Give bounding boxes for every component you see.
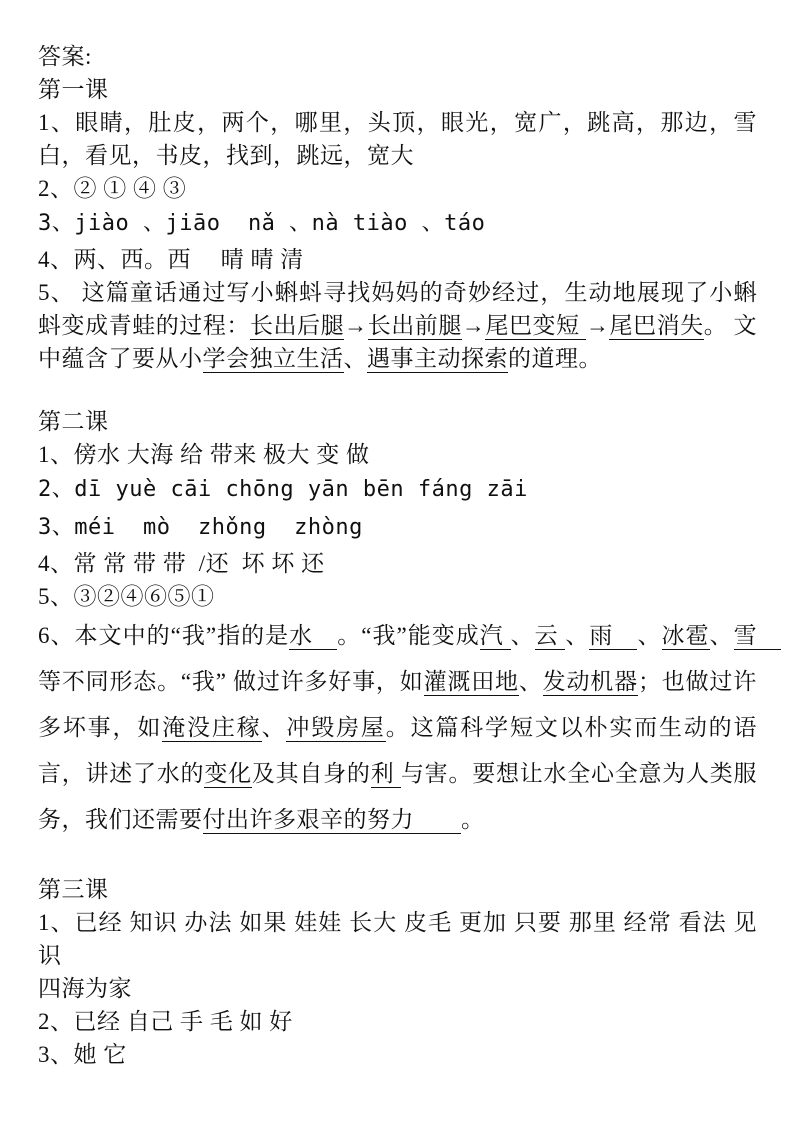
lesson-1-item-3: [38, 205, 757, 243]
lesson-2-item-3: [38, 509, 757, 547]
text-run: 。: [461, 807, 485, 832]
lesson-3-heading: [38, 873, 757, 906]
lesson-2-item-2: [38, 471, 757, 509]
text-run: 、: [261, 715, 287, 740]
underlined-text-run: 尾巴变短: [485, 313, 586, 338]
underlined-text-run: 尾巴消失: [609, 313, 704, 338]
text-run: 第三课: [38, 877, 109, 902]
text-run: 2、② ① ④ ③: [38, 176, 187, 201]
underlined-text-run: 长出后腿: [249, 313, 345, 338]
text-run: 1、已经 知识 办法 如果 娃娃 长大 皮毛 更加 只要 那里 经常 看法 见识: [38, 910, 757, 968]
underlined-text-run: 雪: [733, 623, 781, 648]
underlined-text-run: 利: [370, 761, 401, 786]
text-run: 、: [709, 623, 734, 648]
underlined-text-run: 冰雹: [661, 623, 710, 648]
underlined-text-run: 遇事主动探索: [367, 346, 508, 371]
underlined-text-run: 付出许多艰辛的努力: [202, 807, 461, 832]
text-run: 。这篇科学短文以朴实而生动的语言，讲述了水的: [38, 715, 758, 786]
lesson-2-item-5: [38, 580, 757, 613]
text-run: 5、 这篇童话通过写小蝌蚪寻找妈妈的奇妙经过，生动地展现了小蝌蚪变成青蛙的过程：: [38, 280, 757, 338]
text-run: 5、③②④⑥⑤①: [38, 584, 215, 609]
text-run: →: [344, 313, 368, 338]
underlined-text-run: 汽: [479, 623, 511, 648]
lesson-2-item-1: [38, 438, 757, 471]
underlined-text-run: 变化: [204, 761, 252, 786]
text-run: ；也做过许多坏事，如: [38, 669, 758, 740]
document-body: [38, 40, 781, 1071]
underlined-text-run: 冲毁房屋: [286, 715, 386, 740]
spacer: [38, 375, 757, 405]
text-run: 的道理。: [508, 346, 602, 371]
text-run: 3、méi mò zhǒng zhòng: [38, 515, 363, 540]
text-run: 及其自身的: [251, 761, 371, 786]
lesson-2-item-6: [38, 613, 781, 843]
text-run: →: [585, 313, 610, 338]
text-run: 第一课: [38, 77, 109, 102]
underlined-text-run: 水: [289, 623, 338, 648]
text-run: 2、已经 自己 手 毛 如 好: [38, 1009, 293, 1034]
text-run: 2、dī yuè cāi chōng yān bēn fáng zāi: [38, 477, 528, 502]
lesson-2-item-4: [38, 547, 757, 580]
text-run: 、: [343, 346, 367, 371]
underlined-text-run: 发动机器: [542, 669, 638, 694]
text-run: 4、两、西。西 晴 晴 清: [38, 247, 304, 272]
text-run: 、: [565, 623, 590, 648]
text-run: 3、jiào 、jiāo nǎ 、nà tiào 、táo: [38, 211, 486, 236]
text-run: 、: [510, 623, 535, 648]
lesson-1-heading: [38, 73, 757, 106]
lesson-3-item-1: [38, 906, 757, 1005]
lesson-3-item-3: [38, 1038, 757, 1071]
text-run: 四海为家: [38, 976, 132, 1001]
text-run: 等不同形态。“我” 做过许多好事，如: [38, 669, 424, 694]
text-run: →: [461, 313, 486, 338]
text-run: 。“我”能变成: [337, 623, 480, 648]
lesson-1-item-2: [38, 172, 757, 205]
text-run: 。 文中蕴含了要从小: [38, 313, 758, 371]
lesson-1-item-5: [38, 276, 757, 375]
text-run: 1、眼睛，肚皮，两个，哪里，头顶，眼光，宽广，跳高，那边，雪白，看见，书皮，找到，跳远，宽大: [38, 110, 757, 168]
underlined-text-run: 雨: [589, 623, 638, 648]
spacer: [38, 843, 757, 873]
underlined-text-run: 灌溉田地: [423, 669, 519, 694]
text-run: 1、傍水 大海 给 带来 极大 变 做: [38, 442, 370, 467]
underlined-text-run: 淹没庄稼: [162, 715, 262, 740]
text-run: 4、常 常 带 带 /还 坏 坏 还: [38, 551, 325, 576]
lesson-1-item-4: [38, 243, 757, 276]
underlined-text-run: 长出前腿: [367, 313, 462, 338]
text-run: 6、本文中的“我”指的是: [38, 623, 290, 648]
text-run: 第二课: [38, 409, 109, 434]
underlined-text-run: 学会独立生活: [202, 346, 344, 371]
doc-title: 答案:: [38, 44, 92, 69]
text-run: 与害。要想让水全心全意为人类服务，我们还需要: [38, 761, 758, 832]
underlined-text-run: 云: [534, 623, 566, 648]
text-run: 3、她 它: [38, 1042, 127, 1067]
text-run: 、: [637, 623, 662, 648]
lesson-3-item-2: [38, 1005, 757, 1038]
lesson-1-item-1: [38, 106, 757, 172]
lesson-2-heading: [38, 405, 757, 438]
text-run: 、: [518, 669, 543, 694]
